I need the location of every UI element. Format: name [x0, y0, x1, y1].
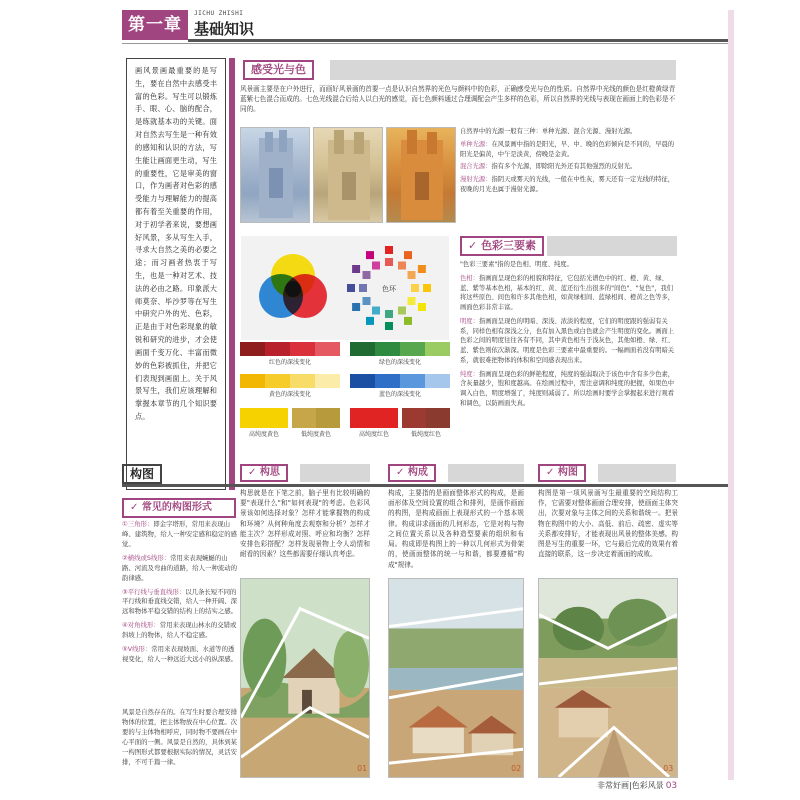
check-icon: ✓	[546, 467, 555, 478]
page-number: 03	[665, 781, 678, 791]
color-wheel-swatch	[398, 307, 406, 315]
swatch-strip	[350, 374, 450, 388]
village-landscape-image	[389, 579, 523, 777]
light-type-item: 漫射光源：指阴天或雾天的光线，一般在中性灰，雾天还有一定光线的特征，夜晚的月光也属于漫射光源。	[460, 176, 675, 193]
cathedral-orange-image	[387, 128, 457, 224]
check-icon: ✓	[396, 467, 405, 478]
image-marker: 01	[357, 764, 368, 774]
composition-forms-list	[122, 520, 238, 669]
left-accent-bar	[229, 58, 235, 490]
color-wheel-swatch	[372, 262, 380, 270]
color-wheel-swatch	[372, 307, 380, 315]
book-title: 非常好画|色彩风景	[597, 781, 664, 790]
swatch-label: 蓝色的深浅变化	[378, 391, 421, 398]
swatch-strip	[292, 408, 340, 428]
swatch-strip	[240, 342, 340, 356]
check-icon: ✓	[130, 502, 139, 513]
field-landscape-image	[539, 579, 677, 777]
swatch-label: 红色的深浅变化	[268, 359, 311, 366]
swatch-color	[292, 408, 316, 428]
color-element-item: 色相：指画面呈现色彩的相貌和特征，它包括光谱色中的红、橙、黄、绿、蓝、紫等基本色相，基本的红、黄、蓝还衍生出很多的"间色"、"复色"，我们将这些原色、间色和许多其他色相，如黄绿相间、蓝绿相间、橙黄之色等多，画面色彩非常丰富。	[460, 274, 675, 311]
section-title-concept: ✓ 构思	[240, 464, 288, 482]
swatch-label: 高纯度红色	[358, 431, 389, 438]
light-type-item: 自然界中的光源一般有三种：单种光源、混合光源、漫射光源。	[460, 128, 637, 135]
swatch-label: 绿色的深浅变化	[378, 359, 421, 366]
color-wheel-swatch	[404, 251, 412, 259]
swatch-color	[290, 374, 315, 388]
page-edge-strip	[728, 10, 734, 780]
swatch-label: 低纯度黄色	[300, 431, 331, 438]
section-title-bar	[330, 60, 676, 80]
section-title-composition: ✓ 构图	[538, 464, 586, 482]
image-marker: 02	[511, 764, 522, 774]
color-wheel-swatch	[385, 310, 393, 318]
cathedral-beige-image	[314, 128, 384, 224]
swatch-color	[400, 342, 425, 356]
color-wheel-swatch	[359, 284, 367, 292]
section-title-bar	[300, 464, 370, 482]
color-element-item: 纯度：指画面呈现色彩的鲜艳程度，纯度的强弱取决于该色中含有多少色素，含灰量越少，饱和度越高。在绘画过程中，需注意调和纯度的把握，如果色中调入白色，明度增强了，纯度则减弱了。所以绘画时要学会掌握起来进行观看和调色，以防画面失真。	[460, 370, 675, 407]
swatch-color	[240, 342, 265, 356]
swatch-color	[315, 342, 340, 356]
check-icon: ✓	[248, 467, 257, 478]
composition-note: 风景是自然存在的。在写生时要合理安排物体的位置，把主体物放在中心位置。次要的与主体物相呼应，同时物不要画在中心平面的一侧。风景是自然的，具体到某一构图形式都要根据实际的情况，灵活安排，不可千篇一律。	[122, 708, 238, 766]
color-wheel-swatch	[418, 303, 426, 311]
swatch-strip	[240, 408, 288, 428]
color-wheel-swatch	[423, 284, 431, 292]
color-wheel-swatch	[404, 317, 412, 325]
section-title-bar	[448, 464, 524, 482]
composition-form-item: ②横线或S线形：常用来表现蜿蜒的山路、河流及弯曲的道路，给人一种流动的韵律感。	[122, 553, 238, 582]
swatch-color	[425, 342, 450, 356]
swatch-color	[374, 408, 398, 428]
landscape-painting-3	[538, 578, 678, 778]
landscape-painting-2	[388, 578, 524, 778]
section-title-common-composition: ✓ 常见的构图形式	[122, 498, 236, 518]
header-rule-thin	[122, 43, 728, 44]
light-type-item: 混合光源：指有多个光源，即除阳光外还有其他强烈的反射光。	[460, 163, 637, 171]
swatch-label: 高纯度黄色	[248, 431, 279, 438]
swatch-color	[402, 408, 426, 428]
composition-form-item: ⑤V线形：常用来表现坡面、水道等的透视变化，给人一种远近大远小的纵深感。	[122, 645, 238, 664]
color-wheel-swatch	[385, 246, 393, 254]
cottage-landscape-image	[241, 579, 369, 777]
composition-form-item: ①三角形：即金字塔形，常用来表现山峰、建筑物，给人一种安定感和稳定的感觉。	[122, 520, 238, 548]
header-rule	[188, 39, 728, 42]
composition-header: 构图	[122, 464, 162, 484]
wheel-center-label: 色环	[382, 285, 396, 293]
color-wheel-swatch	[352, 265, 360, 273]
swatch-color	[350, 374, 375, 388]
color-wheel-swatch	[411, 284, 419, 292]
color-wheel-swatch	[418, 265, 426, 273]
swatch-strip	[350, 342, 450, 356]
light-source-list	[460, 127, 678, 198]
page-footer	[597, 780, 677, 794]
monet-painting-2	[313, 127, 383, 223]
swatch-color	[375, 374, 400, 388]
composition-form-item: ④对角线形：常用来表现山林水的交错或斜坡上的物体，给人不稳定感。	[122, 621, 237, 640]
color-wheel-swatch	[366, 317, 374, 325]
color-wheel-swatch	[398, 262, 406, 270]
swatch-color	[400, 374, 425, 388]
color-wheel-swatch	[347, 284, 355, 292]
composition-rule	[122, 484, 728, 487]
cathedral-blue-image	[241, 128, 311, 224]
color-elements-text	[460, 260, 678, 413]
image-marker: 03	[663, 764, 674, 774]
chapter-label: 第一章	[122, 10, 188, 40]
structure-text: 构成，主要指的是画面整体形式的构成，是画面形体及空间设置的组合和排列，是画作画面的构图，是构成画面上表现形式的一个基本规律。构成讲求画面的几何形态，它是对构与物之间位置关系以及各种造型要素的组织和布局。构成即是构图上的一种以几何形式为骨架的，使画面整体的统一与和谐，都要遵循"构成"规律。	[388, 489, 524, 569]
swatch-color	[290, 342, 315, 356]
left-intro-text: 画风景画最重要的是写生，要在自然中去感受丰富的色彩。写生可以锻炼手、眼、心、脑的配合，是练就基本功的关键。面对自然去写生是一种有效的感知和认识的方法，写生能让画面更生动，写生的重要性，它是审美的窗口，作为画者对色彩的感受能力与理解能力的提高都有着至关重要的作用，对于初学者来说，要想画好风景，多从写生入手，寻求大自然之美的必要之途；而习画者热衷于写生，也是一种对艺术、技法的必由之路。印象派大师莫奈、毕沙罗等在写生中研究户外的光、色彩，正是由于对色彩现象的敏锐和研究的进步，才会使画面千变万化、丰富而微妙的色彩被抓住，并把它们表现到画面上。关于风景写生，我们应该理解和掌握本章节的几个知识要点。	[126, 58, 226, 490]
concept-text: 构思就是在下笔之前，脑子里有比较明确的要"表现什么"和"如何表现"的考虑。色彩风景该如何选择对象？怎样才能掌握物的构成和环境？从何种角度去观察和分析？怎样才能主次？怎样形成对照、呼应和均衡？怎样安排色彩搭配？怎样发现景物上令人动情和耐看的因素？这些都需要仔细认真考虑。	[240, 489, 370, 559]
color-wheel-swatch	[385, 322, 393, 330]
swatch-color	[264, 408, 288, 428]
swatch-color	[425, 374, 450, 388]
light-color-intro: 风景画主要是在户外进行，而画好风景画的首要一点是认识自然界的光色与颜料中的色彩，正确感受光与色的性质。自然界中光线的颜色是红橙黄绿青蓝紫七色混合而成的。七色光线混合后给人以白光的感觉，而七色颜料通过合理调配会产生多样的色彩，所以自然界的光线与表现在画面上的色彩是不同的。	[240, 85, 676, 114]
color-wheel-swatch	[363, 271, 371, 279]
swatch-color	[240, 374, 265, 388]
section-title-structure: ✓ 构成	[388, 464, 436, 482]
swatch-color	[240, 408, 264, 428]
swatch-color	[315, 374, 340, 388]
section-title-bar	[598, 464, 676, 482]
monet-painting-1	[240, 127, 310, 223]
monet-painting-3	[386, 127, 456, 223]
chapter-pinyin: JICHU ZHISHI	[194, 10, 244, 17]
landscape-painting-1	[240, 578, 370, 778]
swatch-color	[375, 342, 400, 356]
section-title-color-elements: ✓ 色彩三要素	[460, 236, 544, 256]
swatch-strip	[402, 408, 450, 428]
swatch-label: 低纯度红色	[410, 431, 441, 438]
swatch-color	[316, 408, 340, 428]
composition-text: 构图是第一项风景画写生最重要的空间结构工作，它需要对整体画面合理安排，使画面主体突出，次要对象与主体之间的关系和谐统一。把景物在构图中的大小、高低、前后、疏密、虚实等关系都安排好，才能表现出风景的整体美感。构图是写生的重要一环，它与最后完成的效果有着直接的联系，这一步决定着画面的成败。	[538, 489, 678, 559]
swatch-label: 黄色的深浅变化	[268, 391, 311, 398]
swatch-color	[350, 408, 374, 428]
composition-form-item: ③平行线与垂直线形：以几条长短不同的平行线和垂直线交错，给人一种开阔、深远和物体平稳交错的结构上的结实之感。	[122, 587, 238, 616]
color-wheel-swatch	[366, 251, 374, 259]
color-mixing-figure	[241, 236, 449, 340]
color-wheel-swatch	[408, 271, 416, 279]
swatch-color	[350, 342, 375, 356]
swatch-color	[265, 342, 290, 356]
light-type-item: 单种光源：在风景画中指的是阳光，早、中、晚的色彩倾向是不同的，早晨的阳光是偏黄，中午是淡黄，傍晚是金黄。	[460, 140, 675, 158]
swatch-strip	[350, 408, 398, 428]
color-element-item: 明度：指画面呈现色的明暗、深浅、浓淡的程度，它们的明度跟的强弱有关系，同样色相有深浅之分，也有加入黑色或白色就会产生明度的变化。画面上色彩之间的明度往往各有不同，其中黄色相当于浅灰色，其他如橙、绿、红、蓝、紫色则依次渐深。明度是色彩三要素中最重要的。一幅画面若没有明暗关系，就很难把物体的体积和空间感表现出来。	[460, 317, 675, 364]
color-wheel-swatch	[408, 297, 416, 305]
swatch-color	[265, 374, 290, 388]
chapter-title: 基础知识	[194, 20, 255, 38]
color-wheel-swatch	[385, 258, 393, 266]
color-element-item: "色彩三要素"指的是色相、明度、纯度。	[460, 261, 573, 268]
section-title-light-color: 感受光与色	[243, 60, 314, 80]
section-title-bar	[547, 236, 677, 256]
color-wheel-diagram	[241, 236, 449, 340]
check-icon: ✓	[468, 239, 478, 252]
color-wheel-swatch	[352, 303, 360, 311]
swatch-strip	[240, 374, 340, 388]
swatch-color	[426, 408, 450, 428]
color-wheel-swatch	[363, 297, 371, 305]
